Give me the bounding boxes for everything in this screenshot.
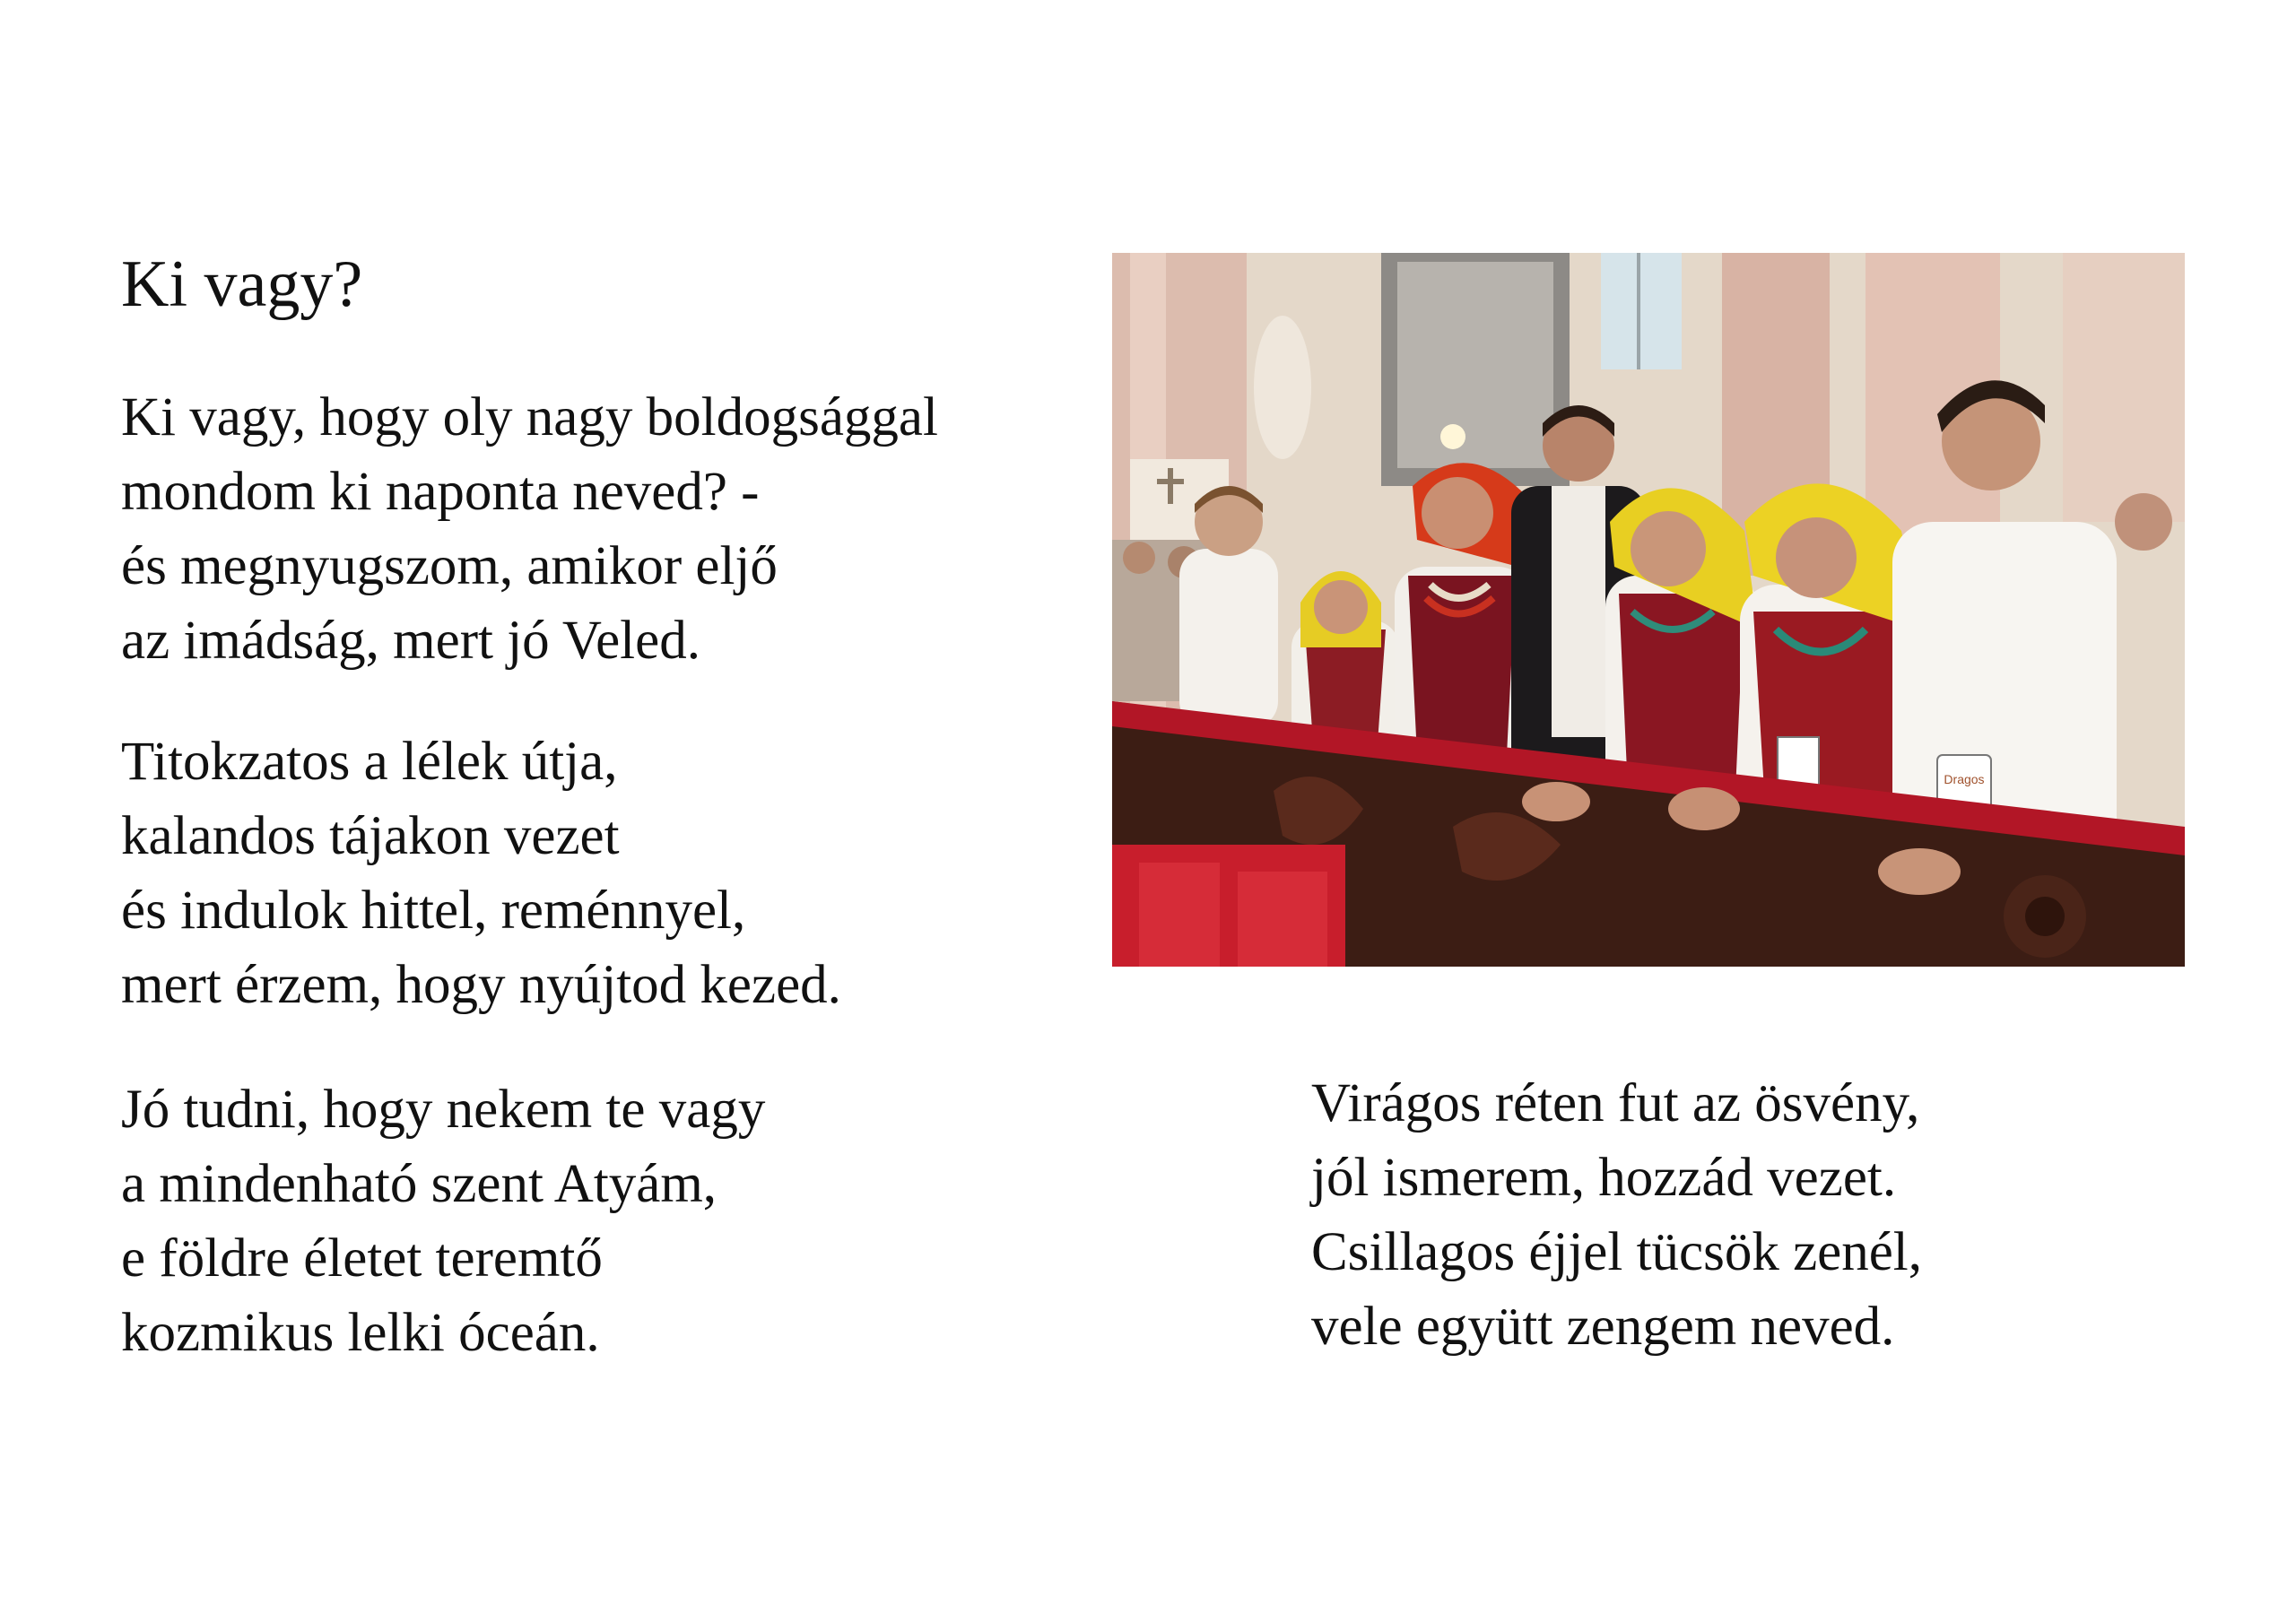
folded-hands — [1522, 782, 1590, 821]
folded-hands — [1668, 787, 1740, 830]
window-frame — [1637, 253, 1640, 369]
embroidered-vest — [1619, 594, 1744, 791]
poem-line: Virágos réten fut az ösvény, — [1311, 1073, 1920, 1133]
poem-line: mert érzem, hogy nyújtod kezed. — [121, 955, 841, 1015]
person-head — [2115, 493, 2172, 551]
poem-line: Csillagos éjjel tücsök zenél, — [1311, 1222, 1923, 1282]
stanza-1 — [121, 380, 938, 678]
poem-line: Jó tudni, hogy nekem te vagy — [121, 1080, 766, 1140]
person-head — [1776, 517, 1857, 598]
lamp — [1440, 424, 1465, 449]
cross-icon-bar — [1157, 479, 1184, 484]
poem-line: és indulok hittel, reménnyel, — [121, 881, 746, 941]
church-window — [1601, 253, 1682, 369]
poem-line: a mindenható szent Atyám, — [121, 1154, 718, 1214]
stanza-3 — [121, 1072, 765, 1370]
red-seat — [1139, 863, 1220, 967]
poem-line: Ki vagy, hogy oly nagy boldogsággal — [121, 387, 938, 447]
poem-line: az imádság, mert jó Veled. — [121, 611, 700, 671]
poem-line: kozmikus lelki óceán. — [121, 1303, 600, 1363]
poem-line: mondom ki naponta neved? - — [121, 462, 760, 522]
person-shirt — [1552, 486, 1605, 737]
stanza-4 — [1311, 1066, 1922, 1364]
poem-line: kalandos tájakon vezet — [121, 806, 620, 866]
badge-text: Dragos — [1944, 772, 1985, 786]
person-head — [1314, 580, 1368, 634]
person-shirt — [1179, 549, 1278, 728]
poem-line: jól ismerem, hozzád vezet. — [1311, 1148, 1897, 1208]
poem-line: vele együtt zengem neved. — [1311, 1297, 1895, 1357]
poem-title: Ki vagy? — [121, 247, 363, 321]
cross-icon — [1168, 468, 1173, 504]
marble-pillar — [2063, 253, 2185, 522]
embroidered-vest — [1408, 576, 1516, 755]
church-photo-illustration — [1112, 253, 2185, 967]
person-head — [1422, 477, 1493, 549]
poem-line: e földre életet teremtő — [121, 1228, 603, 1289]
stanza-2 — [121, 725, 841, 1022]
person-head — [1123, 542, 1155, 574]
poem-line: Titokzatos a lélek útja, — [121, 732, 618, 792]
altar-painting-inner — [1397, 262, 1553, 468]
poem-line: és megnyugszom, amikor eljő — [121, 536, 778, 596]
person-head — [1631, 511, 1706, 586]
folded-hands — [1878, 848, 1961, 895]
church-photo — [1112, 253, 2185, 967]
red-seat — [1238, 872, 1327, 967]
statue — [1254, 316, 1311, 459]
pew-armrest-inner — [2025, 897, 2065, 936]
